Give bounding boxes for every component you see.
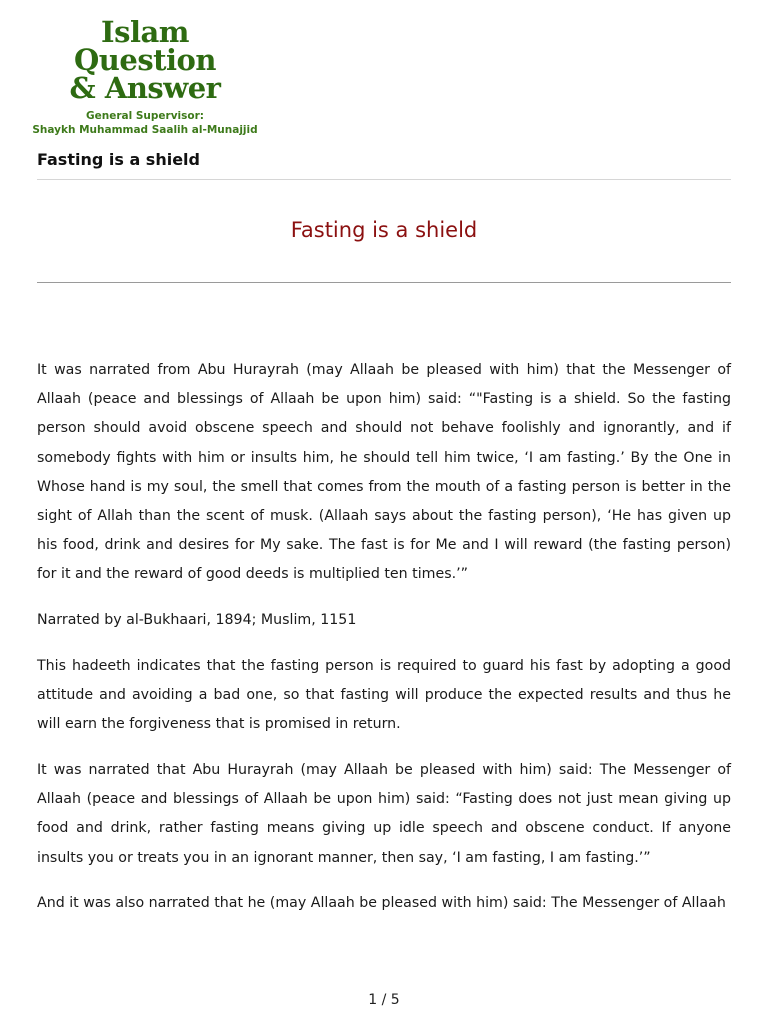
article-body (37, 356, 731, 935)
logo-supervisor-name: Shaykh Muhammad Saalih al-Munajjid (32, 124, 258, 136)
heading-divider (37, 179, 731, 180)
logo-supervisor-label: General Supervisor: (86, 110, 204, 122)
paragraph: And it was also narrated that he (may Allaah be pleased with him) said: The Messenger of Allaah (37, 895, 726, 912)
paragraph: It was narrated from Abu Hurayrah (may Allaah be pleased with him) that the Messenger of Allaah (peace and blessings of Allaah be upon him) said: “"Fasting is a shield. So the fasting person should avoid obscene speech and should not behave foolishly and ignorantly, and if somebody fights with him or insults him, he should tell him twice, ‘I am fasting.’ By the One in Whose hand is my soul, the smell that comes from the mouth of a fasting person is better in the sight of Allah than the scent of musk. (Allaah says about the fasting person), ‘He has given up his food, drink and desires for My sake. The fast is for Me and I will reward (the fasting person) for it and the reward of good deeds is multiplied ten times.’” (37, 362, 731, 583)
document-heading: Fasting is a shield (37, 150, 200, 169)
logo-line-2: & Answer (69, 71, 221, 105)
logo-line-1: Islam Question (74, 15, 216, 77)
site-logo (30, 15, 260, 137)
paragraph: It was narrated that Abu Hurayrah (may Allaah be pleased with him) said: The Messenger of Allaah (peace and blessings of Allaah be upon him) said: “Fasting does not just mean giving up food and drink, rather fasting means giving up idle speech and obscene conduct. If anyone insults you or treats you in an ignorant manner, then say, ‘I am fasting, I am fasting.’” (37, 761, 731, 866)
article-title: Fasting is a shield (290, 218, 478, 242)
page-indicator: 1 / 5 (368, 992, 400, 1008)
title-divider (37, 282, 731, 283)
paragraph: This hadeeth indicates that the fasting person is required to guard his fast by adopting a good attitude and avoiding a bad one, so that fasting will produce the expected results and thus he will earn the forgiveness that is promised in return. (37, 657, 731, 733)
citation-paragraph: Narrated by al-Bukhaari, 1894; Muslim, 1151 (37, 612, 357, 629)
